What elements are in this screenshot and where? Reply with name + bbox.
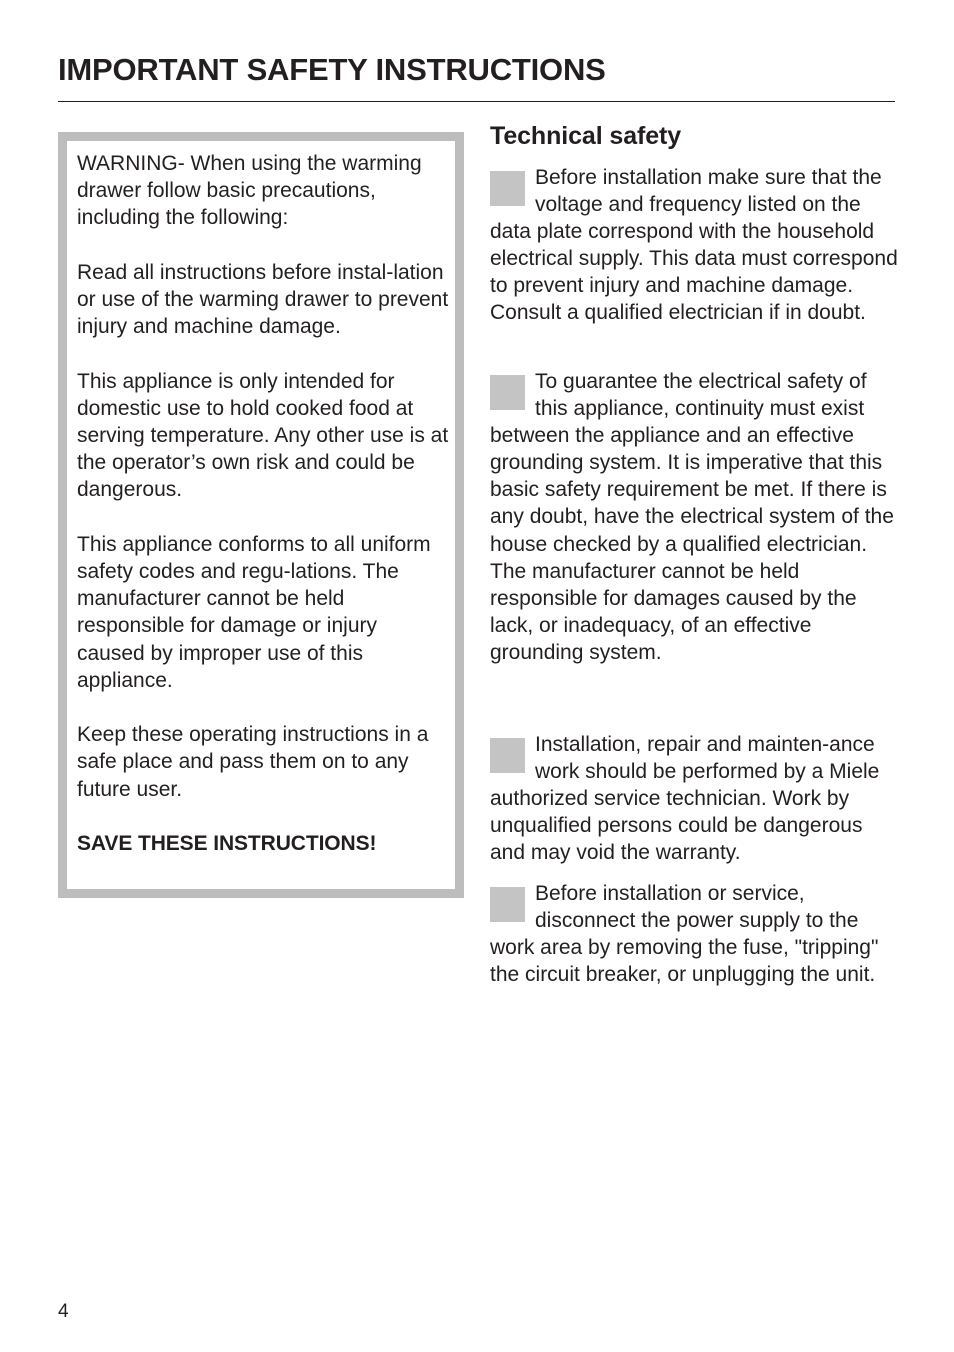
safety-item bbox=[490, 368, 900, 666]
bullet-square-icon bbox=[490, 887, 525, 922]
warning-paragraph: This appliance is only intended for domestic use to hold cooked food at serving temperature. Any other use is at the operator’s own risk and could be dangerous. bbox=[77, 369, 449, 502]
safety-item bbox=[490, 731, 900, 866]
warning-paragraph: WARNING- When using the warming drawer follow basic precautions, including the following: bbox=[77, 152, 422, 230]
bullet-square-icon bbox=[490, 171, 525, 206]
safety-item-extra-text: The manufacturer cannot be held responsible for damages caused by the lack, or inadequacy, of an effective grounding system. bbox=[490, 559, 857, 664]
page-number: 4 bbox=[58, 1301, 69, 1322]
safety-item-text: To guarantee the electrical safety of this appliance, continuity must exist between the appliance and an effective grounding system. It is imperative that this basic safety requirement be met. If there is any doubt, have the electrical system of the house checked by a qualified electrician. bbox=[490, 370, 894, 556]
save-instructions-label: SAVE THESE INSTRUCTIONS! bbox=[77, 832, 377, 855]
page-title: IMPORTANT SAFETY INSTRUCTIONS bbox=[58, 52, 606, 87]
safety-item bbox=[490, 880, 900, 988]
safety-item bbox=[490, 164, 900, 327]
safety-item-text: Before installation or service, disconnect the power supply to the work area by removing the fuse, "tripping" the circuit breaker, or unplugging the unit. bbox=[490, 882, 879, 987]
warning-paragraph: Keep these operating instructions in a safe place and pass them on to any future user. bbox=[77, 723, 429, 801]
warning-box bbox=[58, 132, 464, 898]
bullet-square-icon bbox=[490, 375, 525, 410]
title-divider bbox=[58, 101, 895, 102]
warning-content bbox=[77, 150, 449, 857]
bullet-square-icon bbox=[490, 738, 525, 773]
safety-item-text: Before installation make sure that the voltage and frequency listed on the data plate correspond with the household electrical supply. This data must correspond to prevent injury and machine damage. Consult a qualified electrician if in doubt. bbox=[490, 166, 898, 325]
safety-item-text: Installation, repair and mainten-ance work should be performed by a Miele authorized service technician. Work by unqualified persons could be dangerous and may void the warranty. bbox=[490, 733, 880, 865]
warning-paragraph: Read all instructions before instal-lation or use of the warming drawer to prevent injury and machine damage. bbox=[77, 260, 449, 339]
warning-paragraph: This appliance conforms to all uniform safety codes and regu-lations. The manufacturer cannot be held responsible for damage or injury caused by improper use of this appliance. bbox=[77, 532, 431, 692]
section-heading: Technical safety bbox=[490, 122, 682, 150]
